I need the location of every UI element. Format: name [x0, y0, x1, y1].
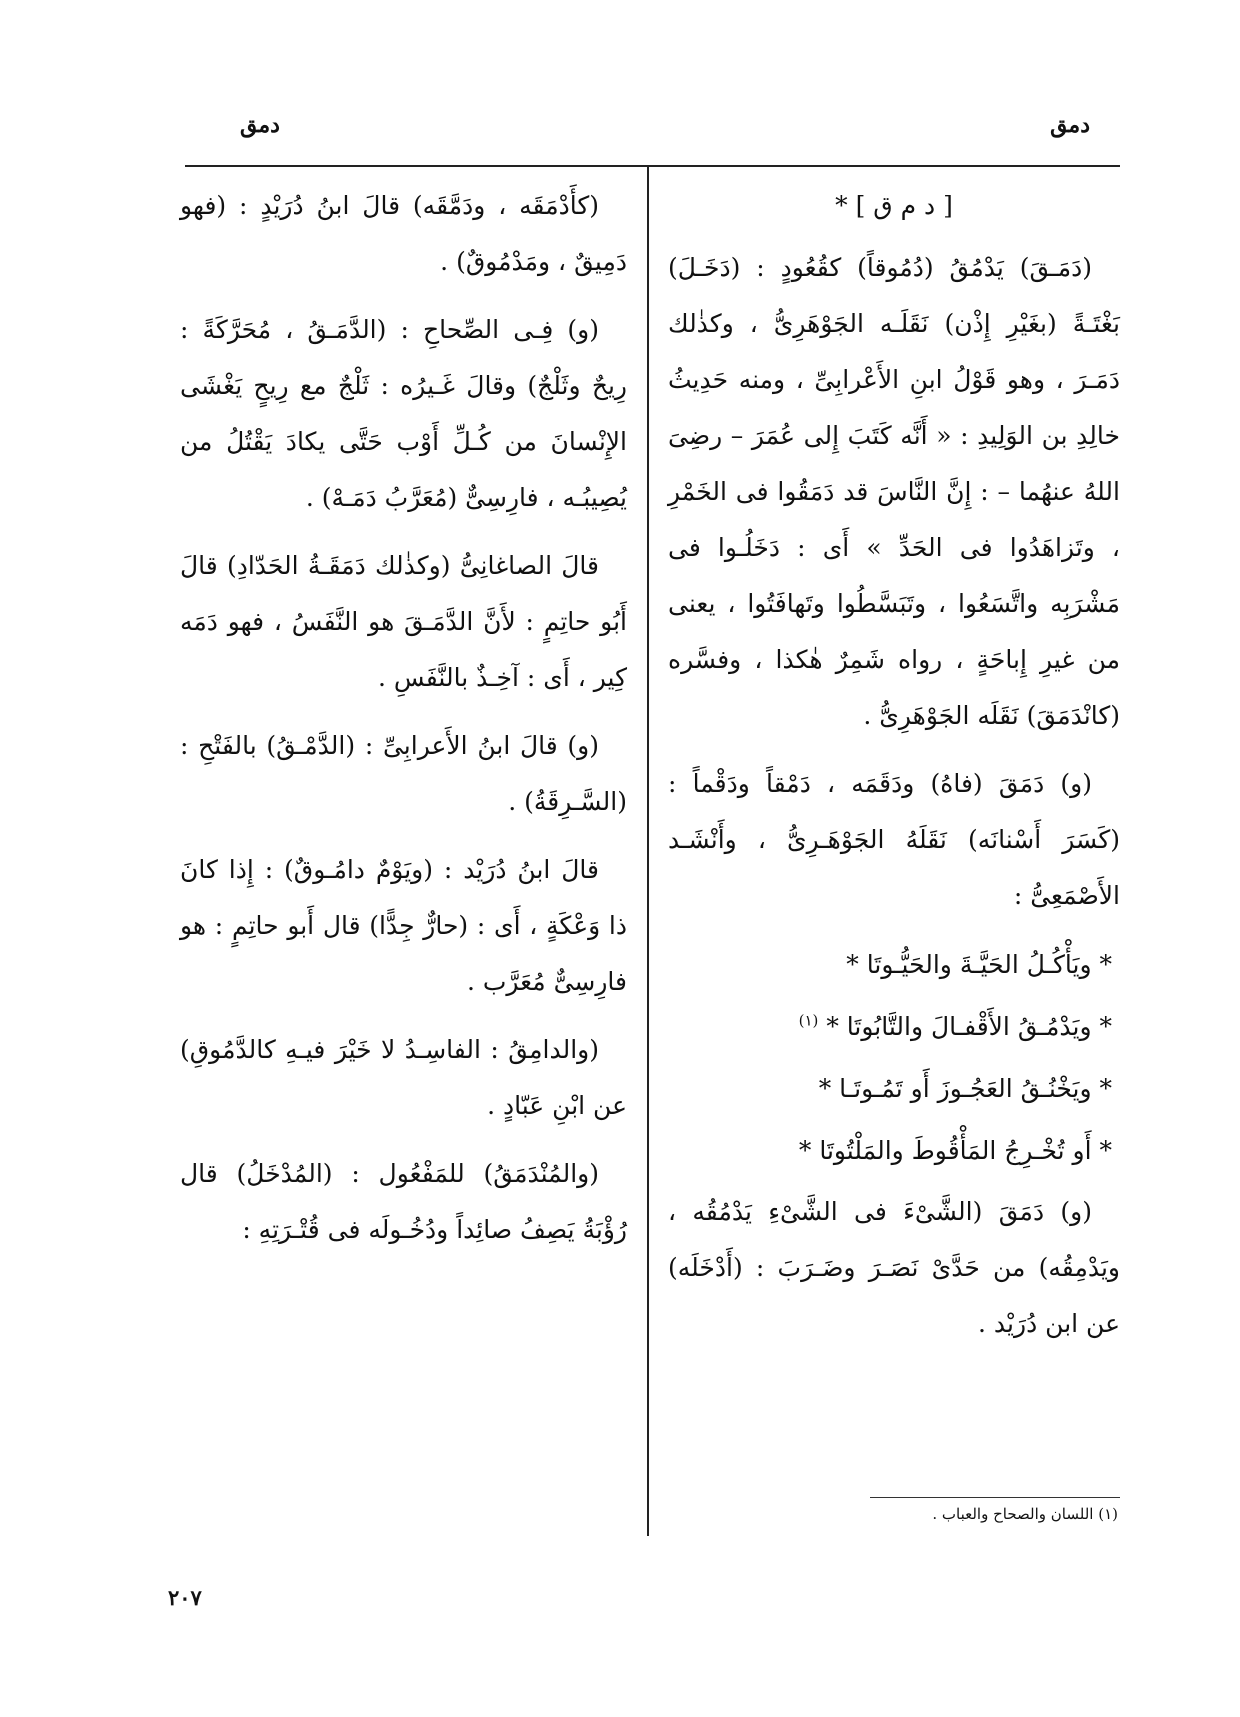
footnote: (١) اللسان والصحاح والعباب .: [932, 1505, 1118, 1523]
paragraph: (دَمَـقَ) يَدْمُقُ (دُمُوقاً) كقُعُودٍ : (دَخَـلَ) بَغْتَـةً (بغَيْرِ إِذْن) نَقَلَـه الجَوْهَرِىُّ ، وكذٰلك دَمَـرَ ، وهو قَوْلُ ابنِ الأَعْرابِىِّ ، ومنه حَدِيثُ خالِدِ بن الوَلِيدِ : « أَنَّه كَتَبَ إِلى عُمَرَ – رضِىَ اللهُ عنهُما – : إِنَّ النَّاسَ قد دَمَقُوا فى الخَمْرِ ، وتَزاهَدُوا فى الحَدِّ » أَى : دَخَلُـوا فى مَشْرَبِه واتَّسَعُوا ، وتَبَسَّطُوا وتَهافَتُوا ، يعنى من غيرِ إِباحَةٍ ، رواه شَمِرٌ هٰكذا ، وفسَّره (كانْدَمَقَ) نَقَلَه الجَوْهَرِىُّ .: [668, 253, 1120, 730]
paragraph: قالَ الصاغانِىُّ (وكذٰلك دَمَقَـةُ الحَدّادِ) قالَ أَبُو حاتِمٍ : لأَنَّ الدَّمَـقَ هو النَّفَسُ ، فهو دَمَه كِير ، أَى : آخِـذٌ بالنَّفَسِ .: [180, 551, 627, 692]
paragraph: (و) قالَ ابنُ الأَعرابِىِّ : (الدَّمْـقُ) بالفَتْحِ : (السَّـرِقَةُ) .: [180, 731, 627, 816]
running-header-left: دمق: [240, 112, 280, 138]
paragraph: (و) دَمَقَ (الشَّىْءَ فى الشَّىْءِ يَدْمُقُه ، ويَدْمِقُه) من حَدَّىْ نَصَـرَ وضَـرَبَ : (أَدْخَلَه) عن ابن دُرَيْد .: [668, 1197, 1120, 1338]
paragraph: (كأَدْمَقَه ، ودَمَّقَه) قالَ ابنُ دُرَيْدٍ : (فهو دَمِيقٌ ، ومَدْمُوقٌ) .: [180, 191, 627, 276]
verse-line: [668, 998, 1120, 1056]
paragraph: قالَ ابنُ دُرَيْد : (ويَوْمٌ دامُـوقٌ) : إِذا كانَ ذا وَعْكَةٍ ، أَى : (حارٌّ جِدًّا) قال أَبو حاتِمٍ : هو فارِسِىٌّ مُعَرَّب .: [180, 855, 627, 996]
verse-text: * ويَدْمُـقُ الأَقْفـالَ والتَّابُوتَا *: [826, 1012, 1112, 1041]
verse-line: * أَو تُخْـرِجُ المَأْقُوطَ والمَلْتُوتَا *: [798, 1136, 1112, 1165]
header-rule: [185, 165, 1120, 167]
footnote-rule: [870, 1497, 1120, 1498]
running-header-right: دمق: [1050, 112, 1090, 138]
entry-heading: [ د م ق ] *: [835, 191, 953, 220]
page-number: ٢٠٧: [168, 1585, 202, 1610]
paragraph: (و) فِـى الصِّحاحِ : (الدَّمَـقُ ، مُحَرَّكَةً : رِيحٌ وثَلْجٌ) وقالَ غَـيرُه : ثَلْجٌ مع رِيحٍ يَغْشَى الإِنْسانَ من كُـلِّ أَوْب حَتَّى يكادَ يَقْتُلُ من يُصِيبُـه ، فارِسِىٌّ (مُعَرَّبُ دَمَـهْ) .: [180, 315, 627, 512]
paragraph: (والمُنْدَمَقُ) للمَفْعُول : (المُدْخَلُ) قال رُؤْبَةُ يَصِفُ صائِداً ودُخُـولَه فى قُتْـرَتِهِ :: [180, 1159, 627, 1244]
verse-line: * ويَخْنُـقُ العَجُـوزَ أَو تَمُـوتَـا *: [818, 1074, 1112, 1103]
verse-line: * ويَأْكُـلُ الحَيَّـةَ والحَيُّـوتَا *: [846, 950, 1112, 979]
column-separator: [647, 166, 649, 1536]
paragraph: (و) دَمَقَ (فاهُ) ودَقَمَه ، دَمْقاً ودَقْماً : (كَسَرَ أَسْنانَه) نَقَلَهُ الجَوْهَـرِىُّ ، وأَنْشَـد الأَصْمَعِىُّ :: [668, 769, 1120, 910]
footnote-mark: (١): [798, 1011, 819, 1030]
left-column: [180, 178, 627, 1270]
paragraph: (والدامِقُ : الفاسِـدُ لا خَيْرَ فيـهِ كالدَّمُوقِ) عن ابْنِ عَبّادٍ .: [180, 1035, 627, 1120]
right-column: [668, 178, 1120, 1364]
